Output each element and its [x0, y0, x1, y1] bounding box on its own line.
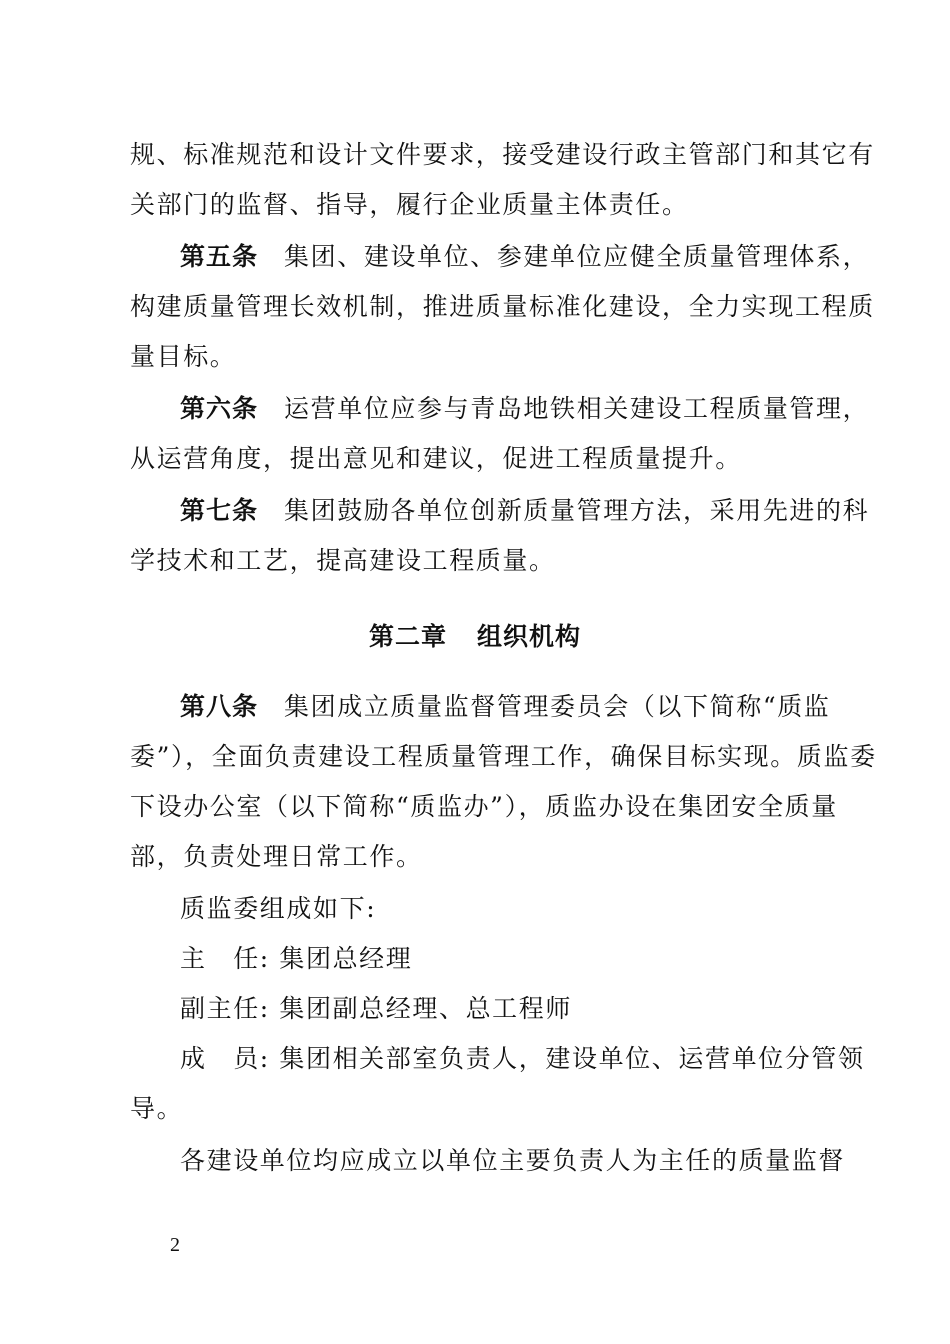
paragraph-line: 关部门的监督、指导，履行企业质量主体责任。	[130, 190, 689, 219]
chapter-heading	[0, 620, 950, 654]
paragraph-line: 规、标准规范和设计文件要求，接受建设行政主管部门和其它有	[130, 140, 875, 169]
composition-members: 成 员: 集团相关部室负责人，建设单位、运营单位分管领	[180, 1044, 865, 1073]
paragraph-line: 构建质量管理长效机制，推进质量标准化建设，全力实现工程质	[130, 292, 875, 321]
chapter-number: 第二章	[368, 622, 447, 651]
article-7-first-line	[180, 494, 870, 528]
article-7-label: 第七条	[180, 496, 259, 525]
paragraph-line: 学技术和工艺，提高建设工程质量。	[130, 546, 556, 575]
page-number: 2	[170, 1234, 180, 1256]
article-8-first-line	[180, 690, 830, 724]
composition-deputy: 副主任: 集团副总经理、总工程师	[180, 994, 572, 1023]
paragraph-line: 从运营角度，提出意见和建议，促进工程质量提升。	[130, 444, 742, 473]
article-7-text: 集团鼓励各单位创新质量管理方法，采用先进的科	[284, 496, 870, 525]
paragraph-line: 部，负责处理日常工作。	[130, 842, 423, 871]
article-5-label: 第五条	[180, 242, 259, 271]
article-6-text: 运营单位应参与青岛地铁相关建设工程质量管理，	[284, 394, 870, 423]
paragraph-line: 下设办公室（以下简称“质监办”），质监办设在集团安全质量	[130, 792, 838, 821]
paragraph-line: 导。	[130, 1094, 184, 1123]
article-8-text: 集团成立质量监督管理委员会（以下简称“质监	[284, 692, 831, 721]
article-6-first-line	[180, 392, 870, 426]
chapter-title: 组织机构	[477, 622, 582, 651]
composition-units: 各建设单位均应成立以单位主要负责人为主任的质量监督	[180, 1146, 846, 1175]
article-6-label: 第六条	[180, 394, 259, 423]
article-8-label: 第八条	[180, 692, 259, 721]
composition-director: 主 任: 集团总经理	[180, 944, 413, 973]
article-5-text: 集团、建设单位、参建单位应健全质量管理体系，	[284, 242, 870, 271]
paragraph-line: 量目标。	[130, 342, 237, 371]
article-5-first-line	[180, 240, 870, 274]
paragraph-line: 委”），全面负责建设工程质量管理工作，确保目标实现。质监委	[130, 742, 877, 771]
composition-intro: 质监委组成如下:	[180, 894, 377, 923]
